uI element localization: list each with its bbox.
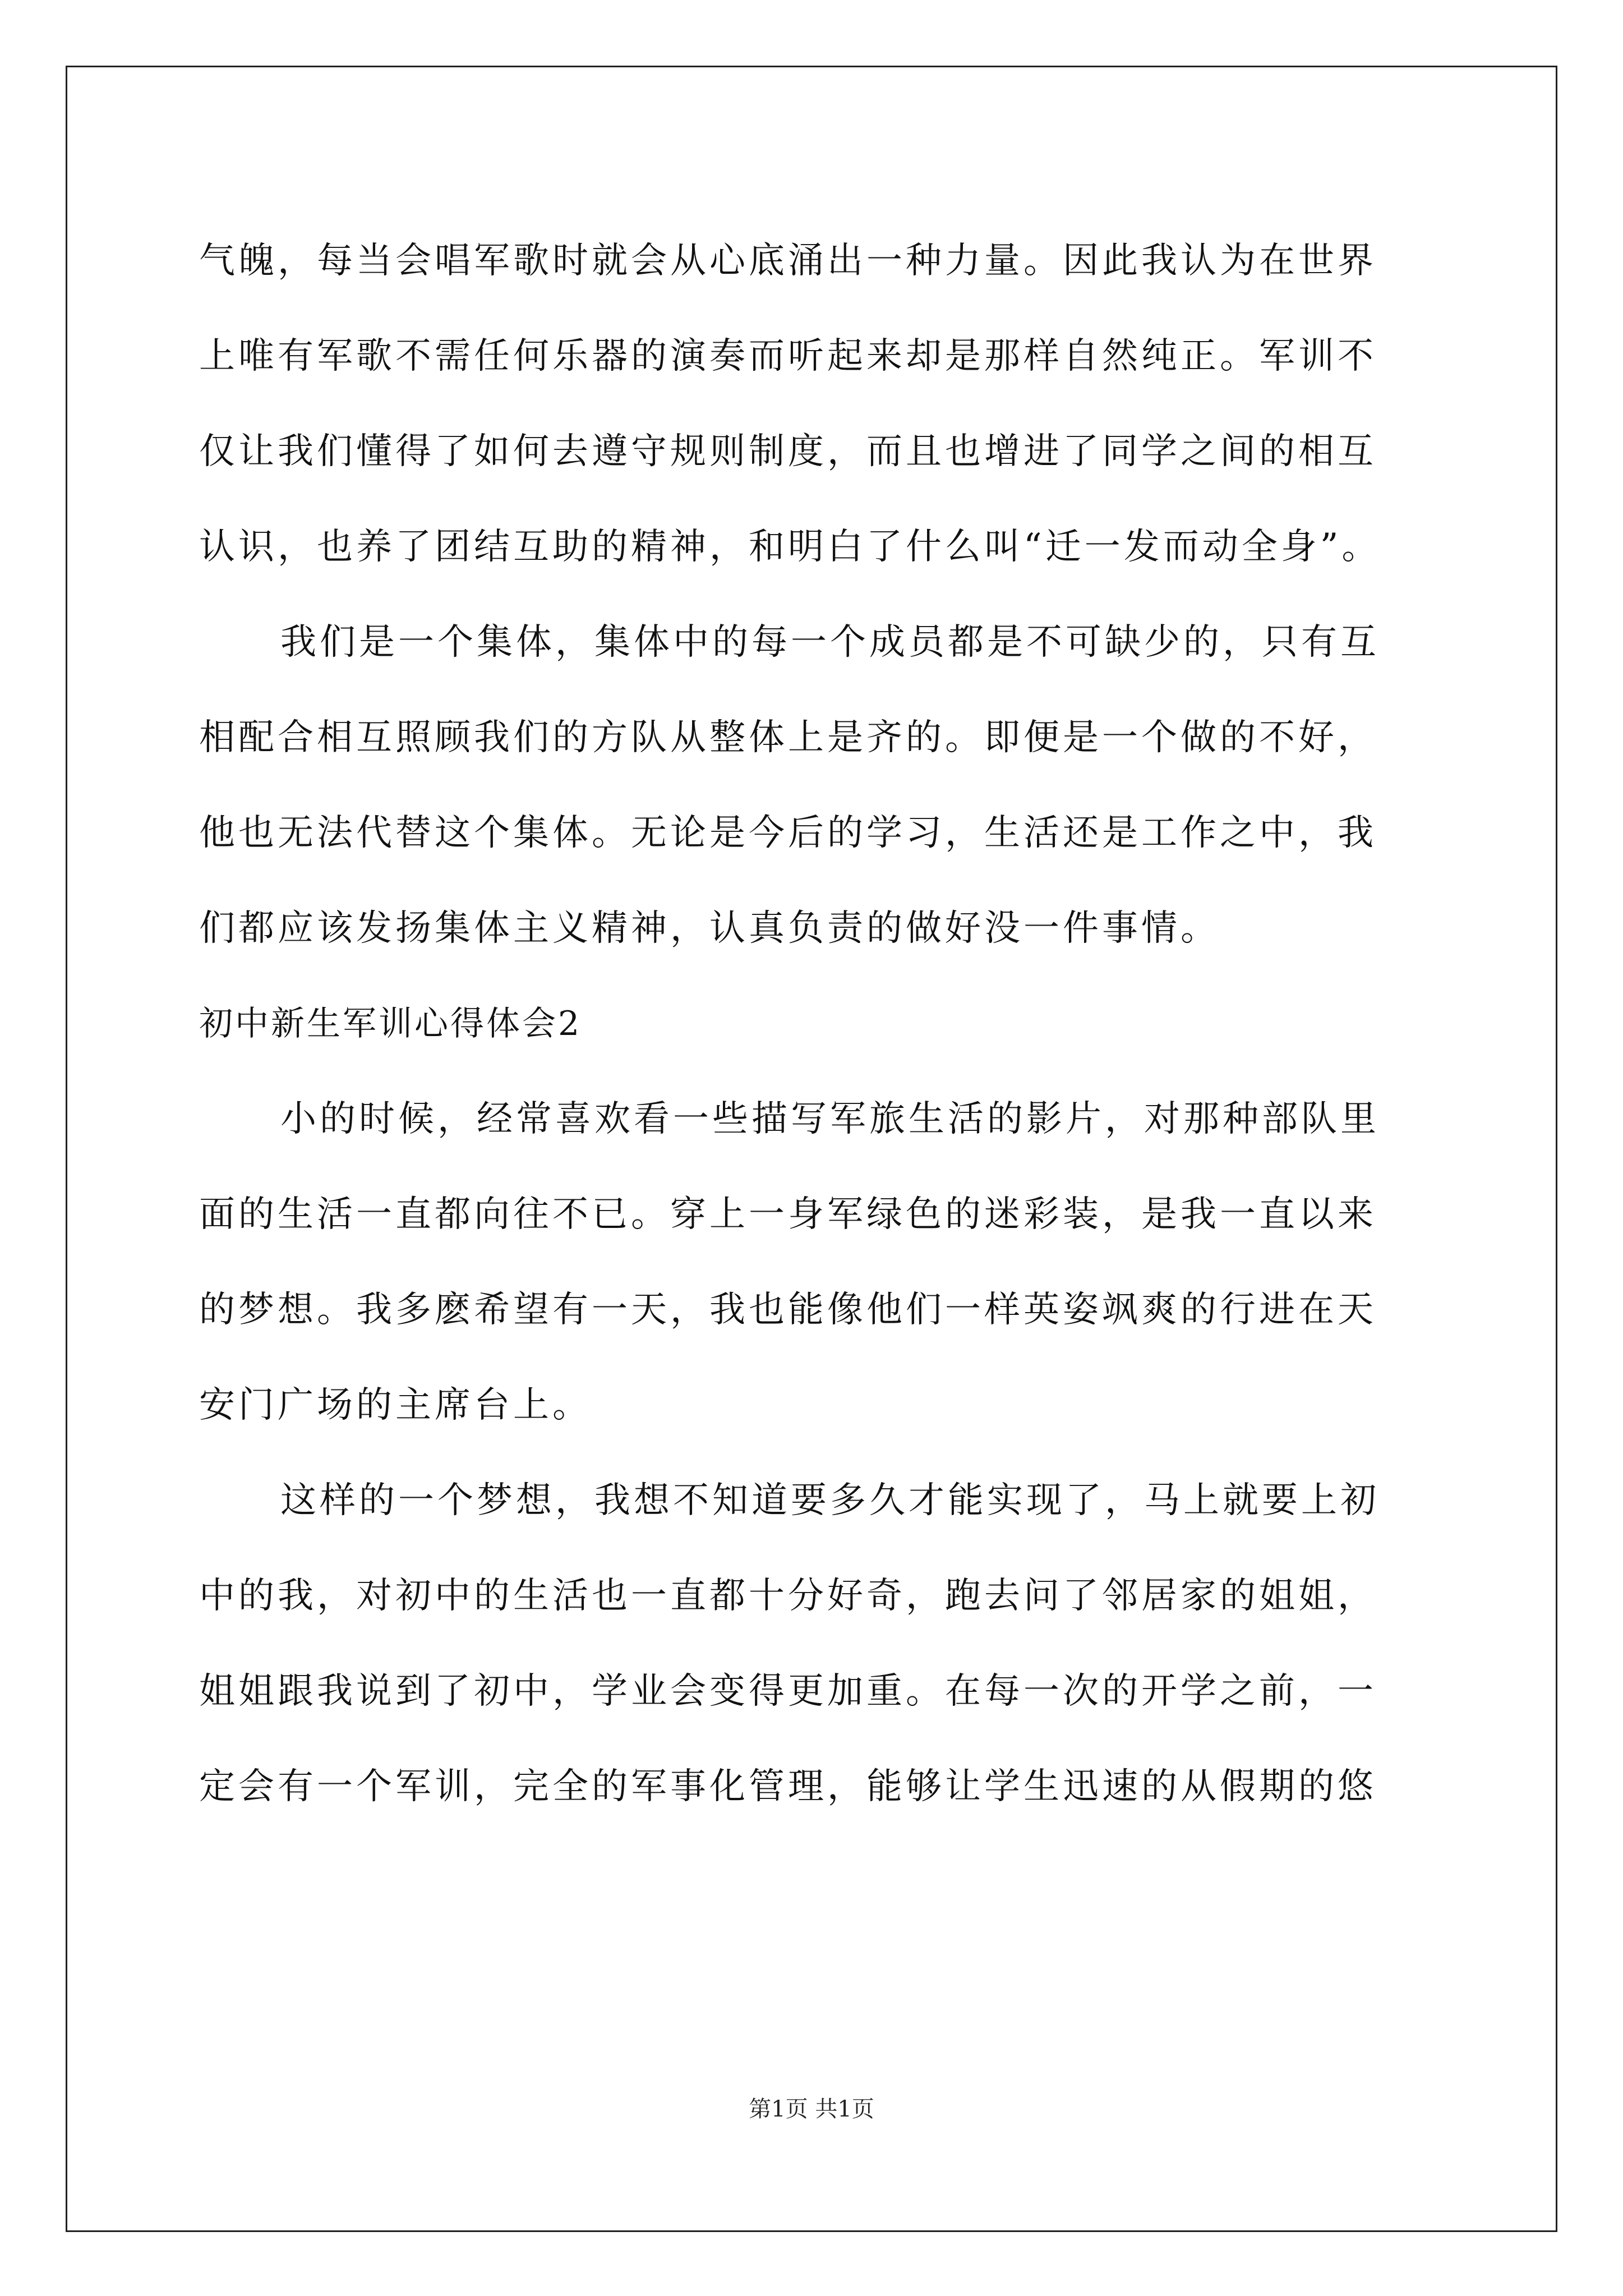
text-line-10: 小的时候，经常喜欢看一些描写军旅生活的影片，对那种部队里	[280, 1098, 1380, 1140]
page-number-footer: 第1页 共1页	[749, 2096, 874, 2122]
section-heading: 初中新生军训心得体会2	[199, 1004, 582, 1043]
text-line-12: 的梦想。我多麽希望有一天，我也能像他们一样英姿飒爽的行进在天	[199, 1289, 1377, 1331]
text-line-1: 气魄，每当会唱军歌时就会从心底涌出一种力量。因此我认为在世界	[199, 240, 1377, 282]
text-line-8: 们都应该发扬集体主义精神，认真负责的做好没一件事情。	[199, 908, 1220, 949]
text-line-16: 姐姐跟我说到了初中，学业会变得更加重。在每一次的开学之前，一	[199, 1671, 1377, 1712]
text-line-2: 上唯有军歌不需任何乐器的演奏而听起来却是那样自然纯正。军训不	[199, 335, 1377, 377]
text-line-15: 中的我，对初中的生活也一直都十分好奇，跑去问了邻居家的姐姐，	[199, 1575, 1377, 1617]
text-line-4: 认识，也养了团结互助的精神，和明白了什么叫“迁一发而动全身”。	[199, 526, 1381, 568]
text-line-5: 我们是一个集体，集体中的每一个成员都是不可缺少的，只有互	[280, 622, 1380, 663]
text-line-13: 安门广场的主席台上。	[199, 1384, 592, 1426]
document-body	[199, 213, 1433, 1834]
text-line-3: 仅让我们懂得了如何去遵守规则制度，而且也增进了同学之间的相互	[199, 431, 1377, 472]
text-line-14: 这样的一个梦想，我想不知道要多久才能实现了，马上就要上初	[280, 1480, 1380, 1521]
text-line-7: 他也无法代替这个集体。无论是今后的学习，生活还是工作之中，我	[199, 812, 1377, 854]
text-line-11: 面的生活一直都向往不已。穿上一身军绿色的迷彩装，是我一直以来	[199, 1194, 1377, 1235]
text-line-17: 定会有一个军训，完全的军事化管理，能够让学生迅速的从假期的悠	[199, 1766, 1377, 1807]
text-line-6: 相配合相互照顾我们的方队从整体上是齐的。即便是一个做的不好，	[199, 717, 1377, 758]
